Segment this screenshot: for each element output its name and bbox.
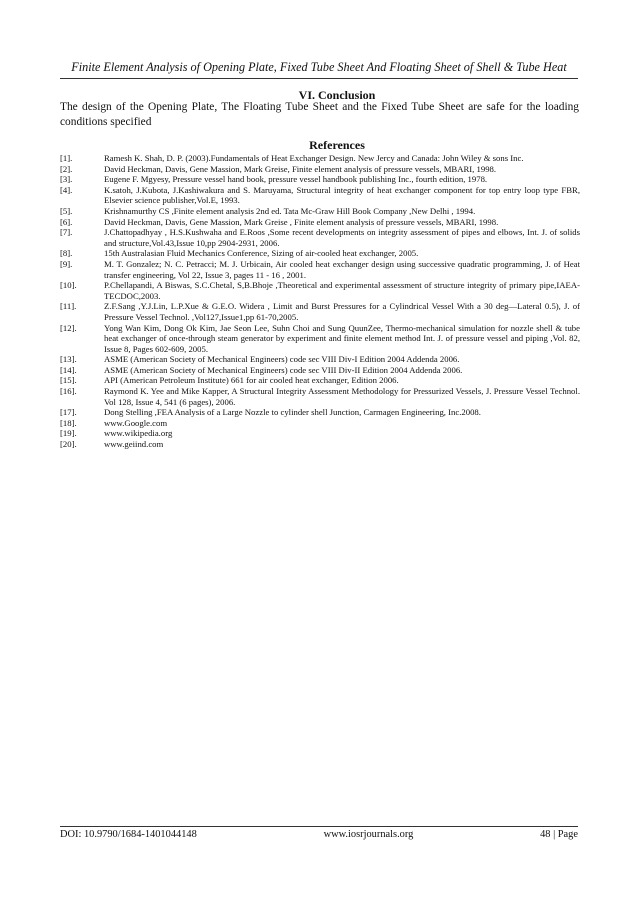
reference-item bbox=[60, 375, 580, 386]
references-list bbox=[60, 153, 580, 450]
reference-number: [12]. bbox=[60, 322, 77, 333]
reference-number: [3]. bbox=[60, 174, 73, 185]
reference-text: www.wikipedia.org bbox=[104, 428, 173, 439]
reference-text: David Heckman, Davis, Gene Massion, Mark Greise , Finite element analysis of pressure vessels, MBARI, 1998. bbox=[104, 216, 499, 227]
conclusion-paragraph: The design of the Opening Plate, The Floating Tube Sheet and the Fixed Tube Sheet are safe for the loading conditions specified bbox=[60, 101, 579, 128]
reference-text: Raymond K. Yee and Mike Kapper, A Structural Integrity Assessment Methodology for Pressurized Vessels, J. Pressure Vessel Technol. Vol 128, Issue 4, 541 (6 pages), 2006. bbox=[104, 386, 580, 407]
reference-number: [6]. bbox=[60, 216, 73, 227]
reference-text: Eugene F. Mgyesy, Pressure vessel hand book, pressure vessel handbook publishing Inc., fourth edition, 1978. bbox=[104, 174, 488, 185]
reference-text: Krishnamurthy CS ,Finite element analysis 2nd ed. Tata Mc-Graw Hill Book Company ,New Delhi , 1994. bbox=[104, 205, 476, 216]
reference-number: [11]. bbox=[60, 301, 77, 312]
reference-item bbox=[60, 174, 580, 185]
reference-item bbox=[60, 323, 580, 355]
reference-number: [14]. bbox=[60, 364, 77, 375]
reference-number: [5]. bbox=[60, 205, 73, 216]
reference-text: Z.F.Sang ,Y.J.Lin, L.P.Xue & G.E.O. Widera , Limit and Burst Pressures for a Cylindrical Vessel With a 30 deg—Lateral 0.5), J. of Pressure Vessel Technol. ,Vol127,Issue1,pp 61-70,2005. bbox=[104, 301, 580, 322]
reference-text: K.satoh, J.Kubota, J.Kashiwakura and S. Maruyama, Structural integrity of heat exchanger component for top entry loop type FBR, Elsevier science publisher,Vol.E, 1993. bbox=[104, 184, 580, 206]
reference-number: [2]. bbox=[60, 163, 73, 174]
reference-number: [7]. bbox=[60, 227, 73, 238]
reference-number: [10]. bbox=[60, 280, 77, 291]
reference-item bbox=[60, 153, 580, 164]
footer-doi: DOI: 10.9790/1684-1401044148 bbox=[60, 829, 197, 840]
footer-website: www.iosrjournals.org bbox=[323, 829, 414, 840]
footer-page-number: 48 | Page bbox=[540, 829, 578, 840]
reference-text: API (American Petroleum Institute) 661 for air cooled heat exchanger, Edition 2006. bbox=[104, 375, 399, 386]
reference-text: Yong Wan Kim, Dong Ok Kim, Jae Seon Lee, Suhn Choi and Sung QuunZee, Thermo-mechanical simulation for nozzle shell & tube heat exchanger of once-through steam generator by experiment and finite element method Int. J. of pressure vessel and piping ,Vol. 82, Issue 8, Pages 602-609, 2005. bbox=[104, 322, 580, 354]
reference-number: [17]. bbox=[60, 407, 77, 418]
reference-text: www.Google.com bbox=[104, 417, 168, 428]
reference-number: [19]. bbox=[60, 428, 77, 439]
reference-number: [1]. bbox=[60, 153, 73, 163]
reference-item bbox=[60, 227, 580, 248]
reference-item bbox=[60, 248, 580, 259]
reference-number: [15]. bbox=[60, 375, 77, 386]
reference-item bbox=[60, 428, 580, 439]
reference-text: ASME (American Society of Mechanical Engineers) code sec VIII Div-II Edition 2004 Addenda 2006. bbox=[104, 364, 463, 375]
reference-item bbox=[60, 259, 580, 280]
reference-item bbox=[60, 365, 580, 376]
reference-text: ASME (American Society of Mechanical Engineers) code sec VIII Div-I Edition 2004 Addenda 2006. bbox=[104, 354, 460, 365]
reference-item bbox=[60, 354, 580, 365]
reference-text: P.Chellapandi, A Biswas, S.C.Chetal, S,B.Bhoje ,Theoretical and experimental assessment of structure integrity of primary pipe,IAEA-TECDOC,2003. bbox=[104, 280, 580, 301]
reference-text: J.Chattopadhyay , H.S.Kushwaha and E.Roos ,Some recent developments on integrity assessment of pipes and elbows, Int. J. of solids and structure,Vol.43,Issue 10,pp 2904-2931, 2006. bbox=[104, 227, 580, 248]
reference-text: Ramesh K. Shah, D. P. (2003).Fundamentals of Heat Exchanger Design. New Jercy and Canada: John Wiley & sons Inc. bbox=[104, 153, 524, 163]
reference-number: [20]. bbox=[60, 439, 77, 450]
reference-number: [13]. bbox=[60, 354, 77, 365]
footer-divider bbox=[60, 826, 578, 827]
reference-text: 15th Australasian Fluid Mechanics Conference, Sizing of air-cooled heat exchanger, 2005. bbox=[104, 248, 419, 259]
reference-item bbox=[60, 185, 580, 206]
reference-text: www.geiind.com bbox=[104, 439, 164, 450]
footer bbox=[60, 829, 578, 840]
reference-number: [9]. bbox=[60, 258, 73, 269]
page bbox=[60, 0, 580, 902]
reference-number: [4]. bbox=[60, 184, 73, 195]
reference-item bbox=[60, 407, 580, 418]
reference-item bbox=[60, 301, 580, 322]
reference-item bbox=[60, 386, 580, 407]
reference-item bbox=[60, 439, 580, 450]
running-title: Finite Element Analysis of Opening Plate, Fixed Tube Sheet And Floating Sheet of Shell & Tube Heat bbox=[71, 60, 567, 74]
reference-item bbox=[60, 164, 580, 175]
reference-number: [18]. bbox=[60, 417, 77, 428]
header-divider bbox=[60, 78, 578, 79]
reference-item bbox=[60, 280, 580, 301]
reference-number: [8]. bbox=[60, 248, 73, 259]
reference-number: [16]. bbox=[60, 386, 77, 397]
reference-text: M. T. Gonzalez; N. C. Petracci; M. J. Urbicain, Air cooled heat exchanger design using successive quadratic programming, J. of Heat transfer engineering, Vol 22, Issue 3, pages 11 - 16 , 2001. bbox=[104, 258, 580, 280]
reference-text: Dong Stelling ,FEA Analysis of a Large Nozzle to cylinder shell Junction, Carmagen Engineering, Inc.2008. bbox=[104, 407, 481, 418]
reference-item bbox=[60, 206, 580, 217]
reference-item bbox=[60, 418, 580, 429]
references-heading: References bbox=[309, 138, 365, 152]
conclusion-heading: VI. Conclusion bbox=[298, 88, 376, 102]
reference-item bbox=[60, 217, 580, 228]
reference-text: David Heckman, Davis, Gene Massion, Mark Greise, Finite element analysis of pressure vessels, MBARI, 1998. bbox=[104, 163, 497, 174]
